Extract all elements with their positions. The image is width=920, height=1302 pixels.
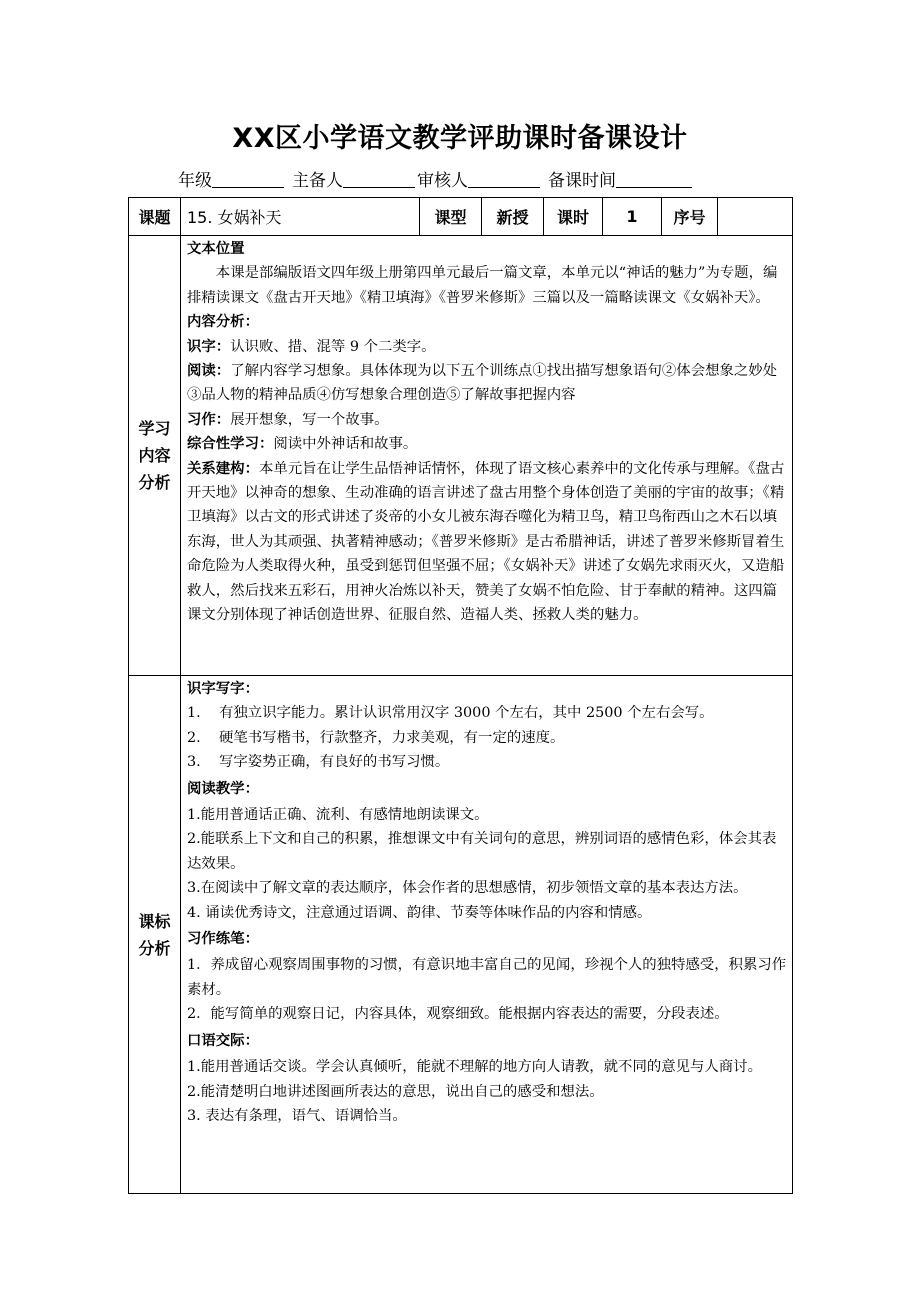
- position-heading: 文本位置: [187, 241, 245, 257]
- type-value: 新授: [482, 198, 544, 236]
- list-item: 3.在阅读中了解文章的表达顺序，体会作者的思想感情，初步领悟文章的基本表达方法。: [187, 880, 748, 897]
- reading-text: 了解内容学习想象。具体体现为以下五个训练点①找出描写想象语句②体会想象之妙处③品人物的精神品质④仿写想象合理创造⑤了解故事把握内容: [187, 363, 778, 404]
- writing-practice-heading: 习作练笔：: [187, 931, 259, 948]
- relation-text: 本单元旨在让学生品悟神话情怀，体现了语文核心素养中的文化传承与理解。《盘古开天地》以神奇的想象、生动准确的语言讲述了盘古用整个身体创造了美丽的宇宙的故事；《精卫填海》以古文的形式讲述了炎帝的小女儿被东海吞噬化为精卫鸟，精卫鸟衔西山之木石以填东海，世人为其顽强、执著精神感动；《普罗米修斯》是古希腊神话，讲述了普罗米修斯冒着生命危险为人类取得火种，虽受到惩罚但坚强不屈；《女娲补天》讲述了女娲先求雨灭火，又造船救人，然后找来五彩石，用神火冶炼以补天，赞美了女娲不怕危险、甘于奉献的精神。这四篇课文分别体现了神话创造世界、征服自然、造福人类、拯救人类的魅力。: [187, 460, 785, 624]
- comprehensive-text: 阅读中外神话和故事。: [273, 436, 418, 453]
- type-label: 课型: [420, 198, 482, 236]
- preparer-label: 主备人: [292, 171, 343, 191]
- header-row: [129, 198, 793, 236]
- section-label-line: 内容: [138, 446, 171, 465]
- literacy-label: 识字：: [187, 338, 231, 355]
- meta-line: [178, 166, 692, 191]
- oral-communication-heading: 口语交际：: [187, 1032, 259, 1049]
- list-item: 3. 表达有条理，语气、语调恰当。: [187, 1107, 407, 1124]
- hours-value: 1: [603, 198, 662, 236]
- section-learning-analysis: [129, 236, 793, 676]
- preparer-field[interactable]: [343, 169, 415, 188]
- list-item: 2.能清楚明白地讲述图画所表达的意思，说出自己的感受和想法。: [187, 1083, 604, 1100]
- list-item: 3. 写字姿势正确，有良好的书写习惯。: [187, 754, 450, 771]
- relation-label: 关系建构：: [187, 460, 259, 477]
- time-field[interactable]: [616, 169, 692, 188]
- section-label: [129, 676, 181, 1194]
- list-item: 1.能用普通话交谈。学会认真倾听，能就不理解的地方向人请教，就不同的意见与人商讨。: [187, 1059, 762, 1076]
- list-item: 1．养成留心观察周围事物的习惯，有意识地丰富自己的见闻，珍视个人的独特感受，积累习作素材。: [187, 957, 787, 998]
- reading-teaching-heading: 阅读教学：: [187, 780, 259, 797]
- reviewer-label: 审核人: [417, 171, 468, 191]
- topic-label: 课题: [129, 198, 181, 236]
- seq-value: [718, 198, 793, 236]
- section-label-line: 课标: [138, 911, 171, 931]
- list-item: 2.能联系上下文和自己的积累，推想课文中有关词句的意思，辨别词语的感情色彩，体会其表达效果。: [187, 831, 777, 872]
- section-content: [181, 236, 793, 676]
- hours-label: 课时: [544, 198, 603, 236]
- reading-label: 阅读：: [187, 363, 231, 380]
- list-item: 2．能写简单的观察日记，内容具体，观察细致。能根据内容表达的需要，分段表述。: [187, 1006, 729, 1023]
- content-heading: 内容分析：: [187, 314, 259, 331]
- section-standard-analysis: [129, 676, 793, 1194]
- page-title: XX区小学语文教学评助课时备课设计: [232, 123, 688, 154]
- topic-value: 15. 女娲补天: [181, 198, 420, 236]
- seq-label: 序号: [662, 198, 718, 236]
- grade-field[interactable]: [212, 169, 284, 188]
- comprehensive-label: 综合性学习：: [187, 436, 274, 453]
- section-content: [181, 676, 793, 1194]
- time-label: 备课时间: [548, 171, 616, 191]
- writing-label: 习作：: [187, 411, 231, 428]
- section-label: [129, 236, 181, 676]
- literacy-writing-heading: 识字写字：: [187, 681, 259, 697]
- list-item: 2. 硬笔书写楷书，行款整齐，力求美观，有一定的速度。: [187, 729, 565, 746]
- position-text: 本课是部编版语文四年级上册第四单元最后一篇文章，本单元以“神话的魅力”为专题，编排精读课文《盘古开天地》《精卫填海》《普罗米修斯》三篇以及一篇略读课文《女娲补天》。: [187, 265, 778, 306]
- list-item: 1. 有独立识字能力。累计认识常用汉字 3000 个左右，其中 2500 个左右会写。: [187, 705, 714, 722]
- section-label-line: 学习: [138, 419, 171, 438]
- list-item: 4. 诵读优秀诗文，注意通过语调、韵律、节奏等体味作品的内容和情感。: [187, 904, 652, 921]
- literacy-text: 认识败、措、混等 9 个二类字。: [230, 338, 436, 355]
- writing-text: 展开想象，写一个故事。: [230, 411, 389, 428]
- lesson-table: [128, 197, 793, 1194]
- list-item: 1.能用普通话正确、流利、有感情地朗读课文。: [187, 807, 489, 824]
- section-label-line: 分析: [138, 938, 171, 958]
- grade-label: 年级: [178, 171, 212, 191]
- reviewer-field[interactable]: [468, 169, 540, 188]
- section-label-line: 分析: [138, 473, 171, 492]
